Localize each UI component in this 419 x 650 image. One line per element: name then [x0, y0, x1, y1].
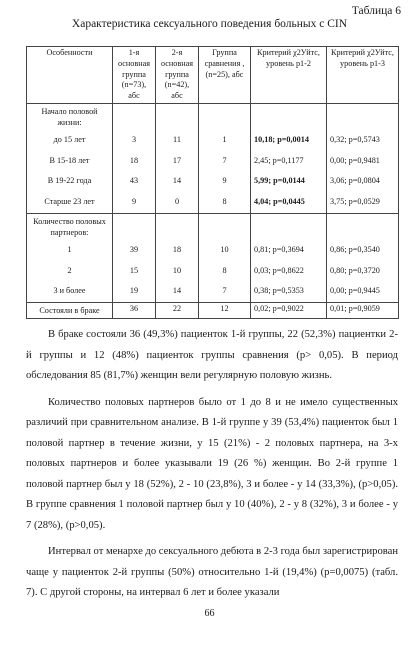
- cell-c13: 0,00; p=0,9445: [327, 281, 399, 302]
- cell-c13: 0,00; p=0,9481: [327, 151, 399, 172]
- row-label: 3 и более: [27, 281, 113, 302]
- table-row: [27, 281, 399, 302]
- cell-c12: 2,45; p=0,1177: [251, 151, 327, 172]
- table-header-row: [27, 47, 399, 104]
- row-label: В 19-22 года: [27, 171, 113, 192]
- cell-c12: 0,81; p=0,3694: [251, 240, 327, 261]
- section-title: Начало половой жизни:: [27, 104, 113, 130]
- cell-c12: 4,04; p=0,0445: [251, 192, 327, 213]
- table-row: [27, 130, 399, 151]
- cell-c12: 0,02; p=0,9022: [251, 303, 327, 319]
- cell-g3: 8: [199, 261, 251, 282]
- section-title-row: [27, 104, 399, 130]
- cell-g1: 43: [113, 171, 156, 192]
- table-row: [27, 261, 399, 282]
- section-title: Количество половых партнеров:: [27, 214, 113, 240]
- cell-c13: 0,01; p=0,9059: [327, 303, 399, 319]
- cell-g2: 11: [156, 130, 199, 151]
- cell-g1: 15: [113, 261, 156, 282]
- row-label: Состояли в браке: [27, 303, 113, 319]
- body-text: [26, 325, 398, 610]
- row-label: до 15 лет: [27, 130, 113, 151]
- paragraph: Количество половых партнеров было от 1 до 8 и не имело существенных различий при сравнительном анализе. В 1-й группе у 39 (53,4%) пациенток был 1 половой партнер в течение жизни, у 15 (21%) - 2 половых партнера, на 3-х половых партнеров и более указывали 19 (26 %) женщин. Во 2-й группе 1 половой партнер был у 18 (52%), 2 - 10 (23,8%), 3 и более - у 14 (33,3%), (р>0,05). В группе сравнения 1 половой партнер был у 10 (40%), 2 - у 8 (32%), 3 и более - у 7 (28%), (р>0,05).: [26, 396, 398, 531]
- section-partners: [27, 214, 399, 303]
- cell-c12: 5,99; p=0,0144: [251, 171, 327, 192]
- cell-g2: 14: [156, 171, 199, 192]
- page-number: 66: [204, 608, 215, 619]
- cell-g2: 22: [156, 303, 199, 319]
- table-row: [27, 171, 399, 192]
- cell-g2: 0: [156, 192, 199, 213]
- cell-g1: 9: [113, 192, 156, 213]
- cell-g3: 12: [199, 303, 251, 319]
- cell-g3: 7: [199, 151, 251, 172]
- cell-g3: 7: [199, 281, 251, 302]
- header-crit13: Критерий χ2Уйтс, уровень p1-3: [327, 47, 399, 104]
- cell-c13: 0,86; p=0,3540: [327, 240, 399, 261]
- table-caption: Характеристика сексуального поведения больных с CIN: [71, 18, 348, 30]
- cell-g2: 14: [156, 281, 199, 302]
- table-row: [27, 192, 399, 213]
- header-crit12: Критерий χ2Уйтс, уровень p1-2: [251, 47, 327, 104]
- cell-c12: 10,18; p=0,0014: [251, 130, 327, 151]
- cell-g3: 1: [199, 130, 251, 151]
- cell-g3: 10: [199, 240, 251, 261]
- cell-g1: 39: [113, 240, 156, 261]
- cell-g1: 18: [113, 151, 156, 172]
- section-onset: [27, 104, 399, 214]
- table-row: [27, 151, 399, 172]
- cell-g1: 19: [113, 281, 156, 302]
- cell-g1: 3: [113, 130, 156, 151]
- data-table: [26, 46, 399, 319]
- table-row: [27, 240, 399, 261]
- cell-c13: 0,32; p=0,5743: [327, 130, 399, 151]
- paragraph: В браке состояли 36 (49,3%) пациенток 1-й группы, 22 (52,3%) пациентки 2-й группы и 12 (48%) пациенток группы сравнения (р> 0,05). В период обследования 85 (81,7%) женщин вели регулярную половую жизнь.: [26, 329, 398, 381]
- cell-c13: 3,75; p=0,0529: [327, 192, 399, 213]
- table-number: Таблица 6: [351, 5, 401, 17]
- cell-c13: 0,80; p=0,3720: [327, 261, 399, 282]
- header-feature: Особенности: [27, 47, 113, 104]
- cell-c13: 3,06; p=0,0804: [327, 171, 399, 192]
- row-label: 1: [27, 240, 113, 261]
- header-group2: 2-я основная группа (n=42), абс: [156, 47, 199, 104]
- section-title-row: [27, 214, 399, 240]
- cell-g3: 8: [199, 192, 251, 213]
- cell-g2: 18: [156, 240, 199, 261]
- cell-g1: 36: [113, 303, 156, 319]
- cell-g2: 17: [156, 151, 199, 172]
- cell-c12: 0,03; p=0,8622: [251, 261, 327, 282]
- married-row: [27, 303, 399, 319]
- header-group3: Группа сравнения , (n=25), абс: [199, 47, 251, 104]
- cell-g3: 9: [199, 171, 251, 192]
- cell-g2: 10: [156, 261, 199, 282]
- row-label: Старше 23 лет: [27, 192, 113, 213]
- cell-c12: 0,38; p=0,5353: [251, 281, 327, 302]
- row-label: 2: [27, 261, 113, 282]
- row-label: В 15-18 лет: [27, 151, 113, 172]
- paragraph: Интервал от менархе до сексуального дебюта в 2-3 года был зарегистрирован чаще у пациенток 2-й группы (50%) относительно 1-й (19,4%) (р=0,0075) (табл. 7). С другой стороны, на интервал 6 лет и более указали: [26, 546, 399, 598]
- header-group1: 1-я основная группа (n=73), абс: [113, 47, 156, 104]
